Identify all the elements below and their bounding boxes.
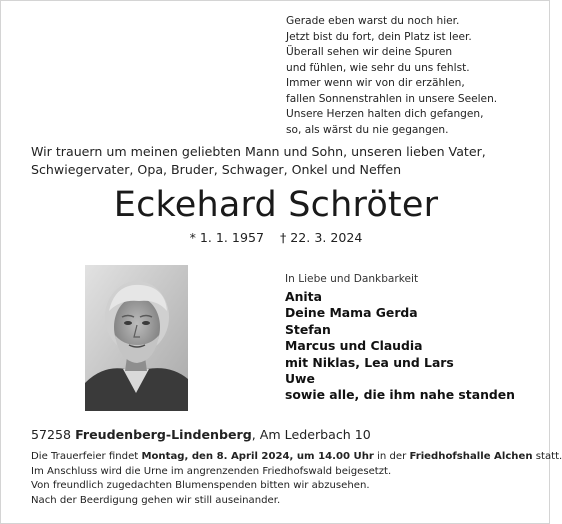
address-street: , Am Lederbach 10	[251, 427, 371, 442]
mourner-name: mit Niklas, Lea und Lars	[285, 354, 454, 370]
notice-text: statt.	[532, 451, 562, 462]
poem-line: Unsere Herzen halten dich gefangen,	[286, 108, 484, 120]
address-city: Freudenberg-Lindenberg	[75, 427, 252, 442]
notice-line: Von freundlich zugedachten Blumenspenden bitten wir abzusehen.	[31, 480, 370, 492]
poem-line: Gerade eben warst du noch hier.	[286, 15, 460, 27]
notice-text: in der	[373, 451, 410, 462]
poem-line: Immer wenn wir von dir erzählen,	[286, 77, 465, 89]
intro-text	[31, 143, 543, 179]
poem-line: so, als wärst du nie gegangen.	[286, 123, 449, 136]
portrait-photo	[85, 265, 188, 411]
mourner-name: Anita	[285, 289, 322, 304]
service-location: Friedhofshalle Alchen	[409, 451, 533, 462]
notice-text: Die Trauerfeier findet	[31, 451, 142, 462]
poem-line: Überall sehen wir deine Spuren	[286, 46, 453, 58]
notice-line: Im Anschluss wird die Urne im angrenzenden Friedhofswald beigesetzt.	[31, 465, 392, 477]
poem-line: und fühlen, wie sehr du uns fehlst.	[286, 61, 470, 74]
mourner-name: Marcus und Claudia	[285, 338, 423, 354]
intro-line: Wir trauern um meinen geliebten Mann und Sohn, unseren lieben Vater,	[31, 144, 486, 159]
family-address	[31, 426, 543, 444]
funeral-notice	[31, 450, 562, 508]
mourner-name: Deine Mama Gerda	[285, 305, 418, 321]
birth-date: * 1. 1. 1957	[189, 230, 264, 245]
service-datetime: Montag, den 8. April 2024, um 14.00 Uhr	[141, 451, 374, 462]
mourners-list	[285, 289, 547, 404]
poem	[286, 14, 548, 138]
life-dates	[1, 229, 551, 247]
notice-line-service	[31, 450, 562, 465]
address-zip: 57258	[31, 427, 72, 442]
mourner-name: sowie alle, die ihm nahe standen	[285, 387, 516, 403]
mourner-name: Stefan	[285, 321, 331, 337]
notice-line: Nach der Beerdigung gehen wir still auseinander.	[31, 494, 281, 506]
intro-line: Schwiegervater, Opa, Bruder, Schwager, Onkel und Neffen	[31, 162, 402, 177]
deceased-name: Eckehard Schröter	[113, 185, 439, 225]
thanks-label: In Liebe und Dankbarkeit	[285, 273, 419, 285]
mourner-name: Uwe	[285, 371, 315, 387]
poem-line: fallen Sonnenstrahlen in unsere Seelen.	[286, 92, 498, 105]
portrait-photo-icon	[85, 265, 188, 411]
death-date: † 22. 3. 2024	[279, 230, 363, 245]
poem-line: Jetzt bist du fort, dein Platz ist leer.	[286, 30, 472, 43]
